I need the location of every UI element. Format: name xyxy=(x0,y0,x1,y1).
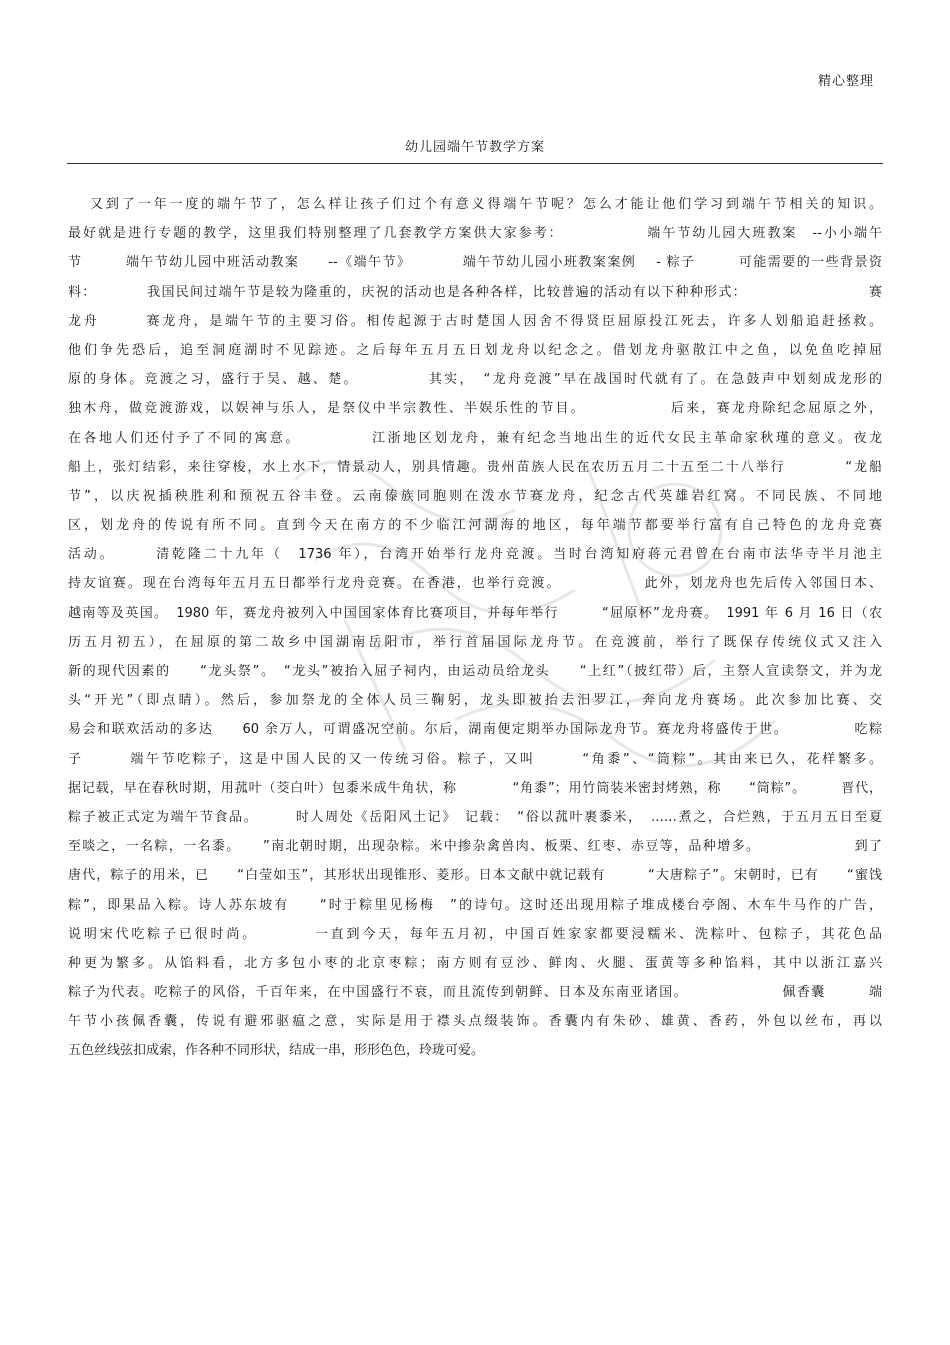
body-line: 子 端午节吃粽子，这是中国人民的又一传统习俗。粽子，又叫 “角黍”、“筒粽”。其由来已久，花样繁多。 xyxy=(68,751,882,767)
header-note: 精心整理 xyxy=(817,74,874,89)
body-line: 五色丝线弦扣成索，作各种不同形状，结成一串，形形色色，玲珑可爱。 xyxy=(68,1043,485,1059)
body-line: 说明宋代吃粽子已很时尚。 一直到今天，每年五月初，中国百姓家家都要浸糯米、洗粽叶、包粽子，其花色品 xyxy=(68,926,882,942)
body-line: 粽子为代表。吃粽子的风俗，千百年来，在中国盛行不衰，而且流传到朝鲜、日本及东南亚诸国。 佩香囊 端 xyxy=(68,985,882,1001)
body-line: 龙舟 赛龙舟，是端午节的主要习俗。相传起源于古时楚国人因舍不得贤臣屈原投江死去，许多人划船追赶拯救。 xyxy=(68,313,882,329)
body-line: 船上，张灯结彩，来往穿梭，水上水下，情景动人，别具情趣。贵州苗族人民在农历五月二十五至二十八举行 “龙船 xyxy=(68,459,882,475)
body-line: 持友谊赛。现在台湾每年五月五日都举行龙舟竞赛。在香港，也举行竞渡。 此外，划龙舟也先后传入邻国日本、 xyxy=(68,576,882,592)
body-line: 活动。 清乾隆二十九年（ 1736 年），台湾开始举行龙舟竞渡。当时台湾知府蒋元君曾在台南市法华寺半月池主 xyxy=(68,547,882,563)
body-line: 独木舟，做竞渡游戏，以娱神与乐人，是祭仪中半宗教性、半娱乐性的节目。 后来，赛龙舟除纪念屈原之外， xyxy=(68,401,882,417)
title-divider xyxy=(67,163,883,164)
body-line: 午节小孩佩香囊，传说有避邪驱瘟之意，实际是用于襟头点缀装饰。香囊内有朱砂、雄黄、香药，外包以丝布，再以 xyxy=(68,1014,882,1030)
body-line: 粽”，即果品入粽。诗人苏东坡有 “时于粽里见杨梅 ”的诗句。这时还出现用粽子堆成楼台亭阁、木车牛马作的广告， xyxy=(68,897,882,913)
body-line: 节 端午节幼儿园中班活动教案 --《端午节》 端午节幼儿园小班教案案例 - 粽子 可能需要的一些背景资 xyxy=(68,255,882,271)
document-title: 幼儿园端午节教学方案 xyxy=(404,140,545,155)
body-line: 在各地人们还付予了不同的寓意。 江浙地区划龙舟，兼有纪念当地出生的近代女民主革命家秋瑾的意义。夜龙 xyxy=(68,430,882,446)
body-line: 料： 我国民间过端午节是较为隆重的，庆祝的活动也是各种各样，比较普遍的活动有以下种种形式： 赛 xyxy=(68,284,882,300)
body-line: 原的身体。竞渡之习，盛行于吴、越、楚。 其实， “龙舟竞渡”早在战国时代就有了。在急鼓声中划刻成龙形的 xyxy=(68,372,882,388)
body-line: 头“开光”（即点睛）。然后，参加祭龙的全体人员三鞠躬，龙头即被抬去汨罗江，奔向龙舟赛场。此次参加比赛、交 xyxy=(68,693,882,709)
body-line: 最好就是进行专题的教学，这里我们特别整理了几套教学方案供大家参考： 端午节幼儿园大班教案 --小小端午 xyxy=(68,226,882,242)
body-line: 区，划龙舟的传说有所不同。直到今天在南方的不少临江河湖海的地区，每年端节都要举行富有自己特色的龙舟竞赛 xyxy=(68,518,882,534)
body-line: 又到了一年一度的端午节了，怎么样让孩子们过个有意义得端午节呢？怎么才能让他们学习到端午节相关的知识。 xyxy=(90,197,882,212)
body-line: 易会和联欢活动的多达 60 余万人，可谓盛况空前。尔后，湖南便定期举办国际龙舟节。赛龙舟将盛传于世。 吃粽 xyxy=(68,722,882,738)
body-line: 据记载，早在春秋时期，用菰叶（茭白叶）包黍米成牛角状，称 “角黍”；用竹筒装米密封烤熟，称 “筒粽”。 晋代， xyxy=(68,780,882,796)
body-line: 他们争先恐后，追至洞庭湖时不见踪迹。之后每年五月五日划龙舟以纪念之。借划龙舟驱散江中之鱼，以免鱼吃掉屈 xyxy=(68,342,882,358)
body-line: 至啖之，一名粽，一名黍。 ”南北朝时期，出现杂粽。米中掺杂禽兽肉、板栗、红枣、赤豆等，品种增多。 到了 xyxy=(68,839,882,855)
body-line: 种更为繁多。从馅料看，北方多包小枣的北京枣粽；南方则有豆沙、鲜肉、火腿、蛋黄等多种馅料，其中以浙江嘉兴 xyxy=(68,955,882,971)
body-line: 新的现代因素的 “龙头祭”。 “龙头”被抬入屈子祠内，由运动员给龙头 “上红”（披红带）后，主祭人宣读祭文，并为龙 xyxy=(68,664,882,679)
body-line: 节”，以庆祝插秧胜利和预祝五谷丰登。云南傣族同胞则在泼水节赛龙舟，纪念古代英雄岩红窝。不同民族、不同地 xyxy=(68,488,882,504)
body-line: 历五月初五），在屈原的第二故乡中国湖南岳阳市，举行首届国际龙舟节。在竞渡前，举行了既保存传统仪式又注入 xyxy=(68,634,882,650)
body-line: 粽子被正式定为端午节食品。 时人周处《岳阳风土记》 记载： “俗以菰叶裹黍米， ……煮之，合烂熟，于五月五日至夏 xyxy=(68,809,882,825)
body-line: 越南等及英国。 1980 年，赛龙舟被列入中国国家体育比赛项目，并每年举行 “屈原杯”龙舟赛。 1991 年 6 月 16 日（农 xyxy=(68,605,882,621)
body-line: 唐代，粽子的用米，已 “白莹如玉”，其形状出现锥形、菱形。日本文献中就记载有 “大唐粽子”。宋朝时，已有 “蜜饯 xyxy=(68,868,882,884)
document-body xyxy=(68,190,882,1066)
